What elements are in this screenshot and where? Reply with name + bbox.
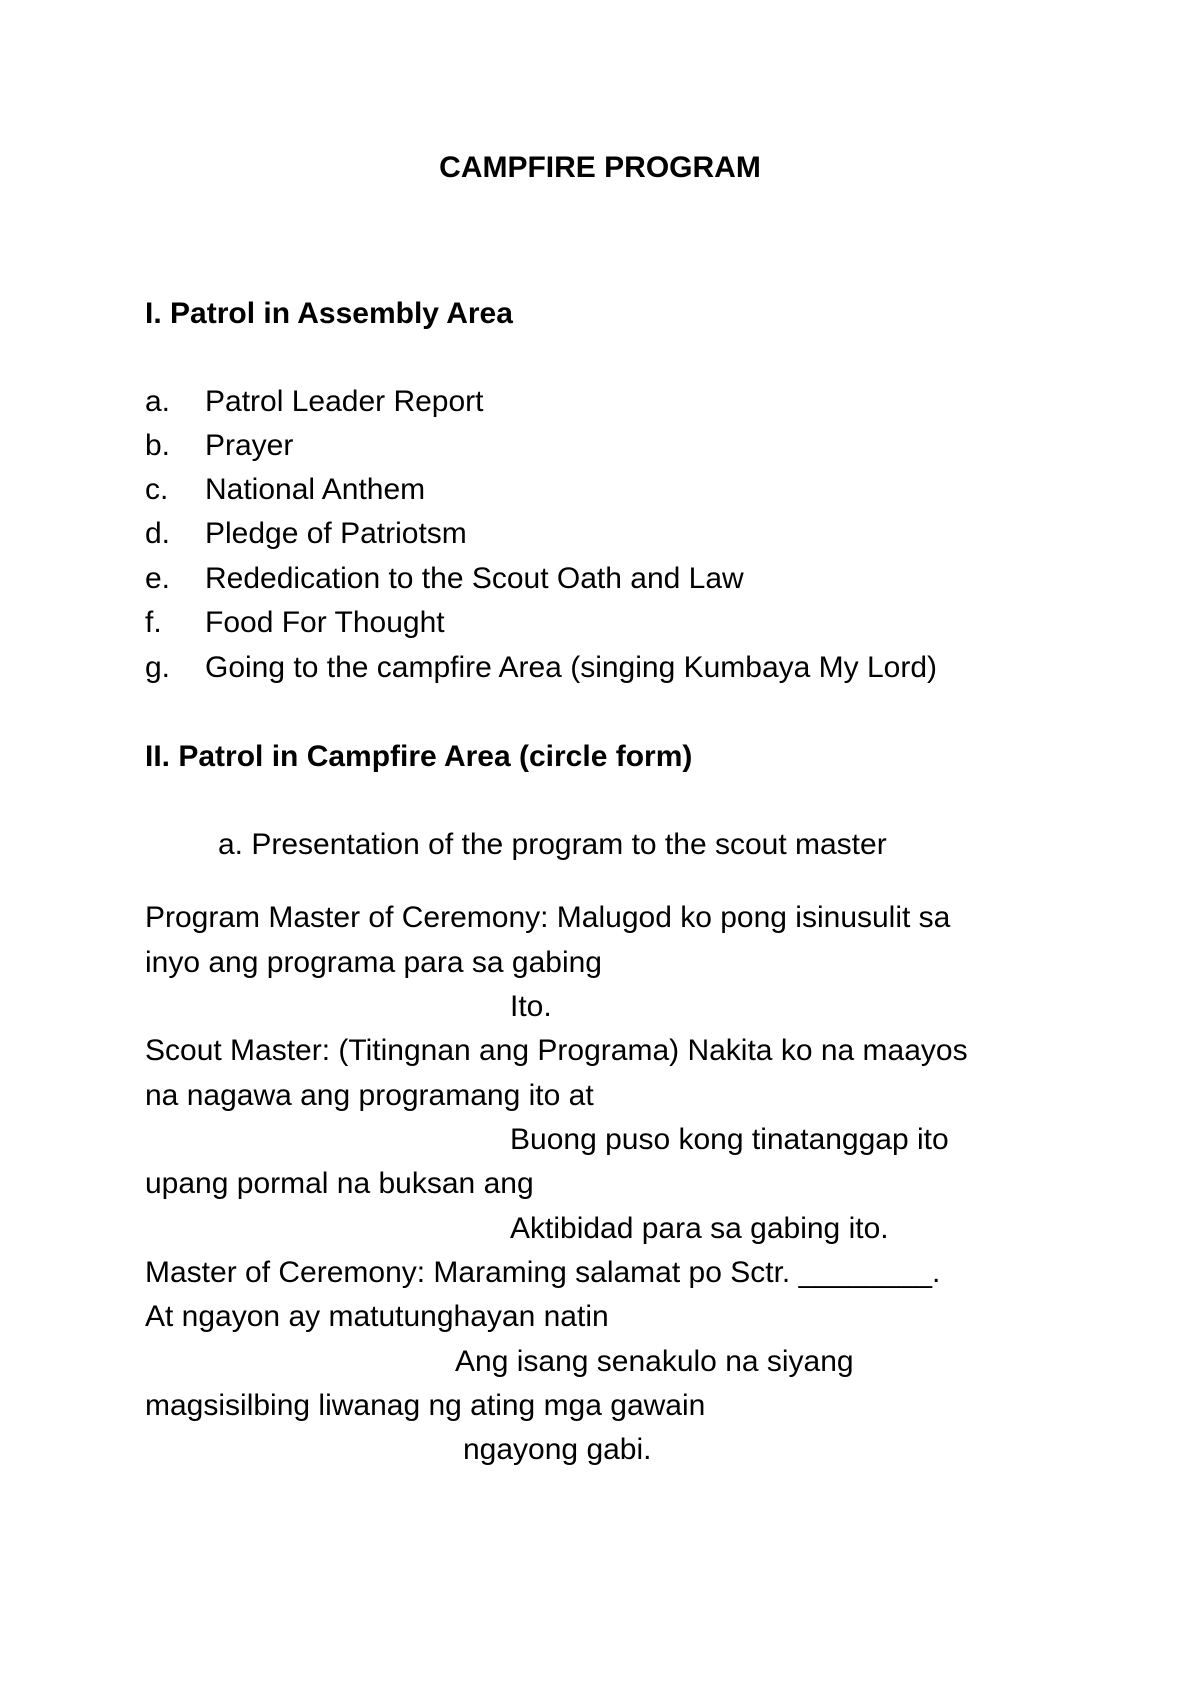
list-item-text: National Anthem (205, 473, 426, 506)
section2-heading: II. Patrol in Campfire Area (circle form) (145, 740, 693, 773)
list-marker: g. (145, 651, 171, 684)
dialogue-line: Scout Master: (Titingnan ang Programa) Nakita ko na maayos (145, 1034, 968, 1067)
list-item (145, 605, 445, 641)
dialogue-line: Program Master of Ceremony: Malugod ko pong isinusulit sa (145, 901, 951, 934)
list-marker: f. (145, 606, 162, 639)
list-item-text: Pledge of Patriotsm (205, 517, 467, 550)
dialogue-line: At ngayon ay matutunghayan natin (145, 1300, 609, 1333)
dialogue-line: Buong puso kong tinatanggap ito (510, 1123, 949, 1156)
section2-subitem: a. Presentation of the program to the scout master (218, 828, 887, 861)
dialogue-line: na nagawa ang programang ito at (145, 1079, 594, 1112)
dialogue-line: Aktibidad para sa gabing ito. (510, 1212, 889, 1245)
list-marker: c. (145, 473, 169, 506)
dialogue-line: inyo ang programa para sa gabing (145, 946, 602, 979)
list-item-text: Rededication to the Scout Oath and Law (205, 562, 744, 595)
list-item (145, 650, 937, 686)
list-item-text: Prayer (205, 429, 294, 462)
dialogue-line: Ito. (510, 990, 552, 1023)
section1-heading: I. Patrol in Assembly Area (145, 297, 513, 330)
dialogue-line: ngayong gabi. (463, 1433, 652, 1466)
dialogue-line: upang pormal na buksan ang (145, 1167, 534, 1200)
list-marker: b. (145, 429, 171, 462)
list-marker: a. (145, 385, 171, 418)
list-item (145, 472, 425, 508)
list-marker: d. (145, 517, 171, 550)
page-title: CAMPFIRE PROGRAM (439, 151, 761, 184)
list-item (145, 561, 744, 597)
dialogue-line: Ang isang senakulo na siyang (455, 1345, 854, 1378)
list-item (145, 384, 484, 420)
list-marker: e. (145, 562, 171, 595)
list-item-text: Going to the campfire Area (singing Kumbaya My Lord) (205, 651, 938, 684)
list-item-text: Patrol Leader Report (205, 385, 484, 418)
dialogue-line: magsisilbing liwanag ng ating mga gawain (145, 1389, 706, 1422)
list-item (145, 516, 467, 552)
list-item (145, 428, 293, 464)
list-item-text: Food For Thought (205, 606, 445, 639)
dialogue-line: Master of Ceremony: Maraming salamat po Sctr. ________. (145, 1256, 941, 1289)
